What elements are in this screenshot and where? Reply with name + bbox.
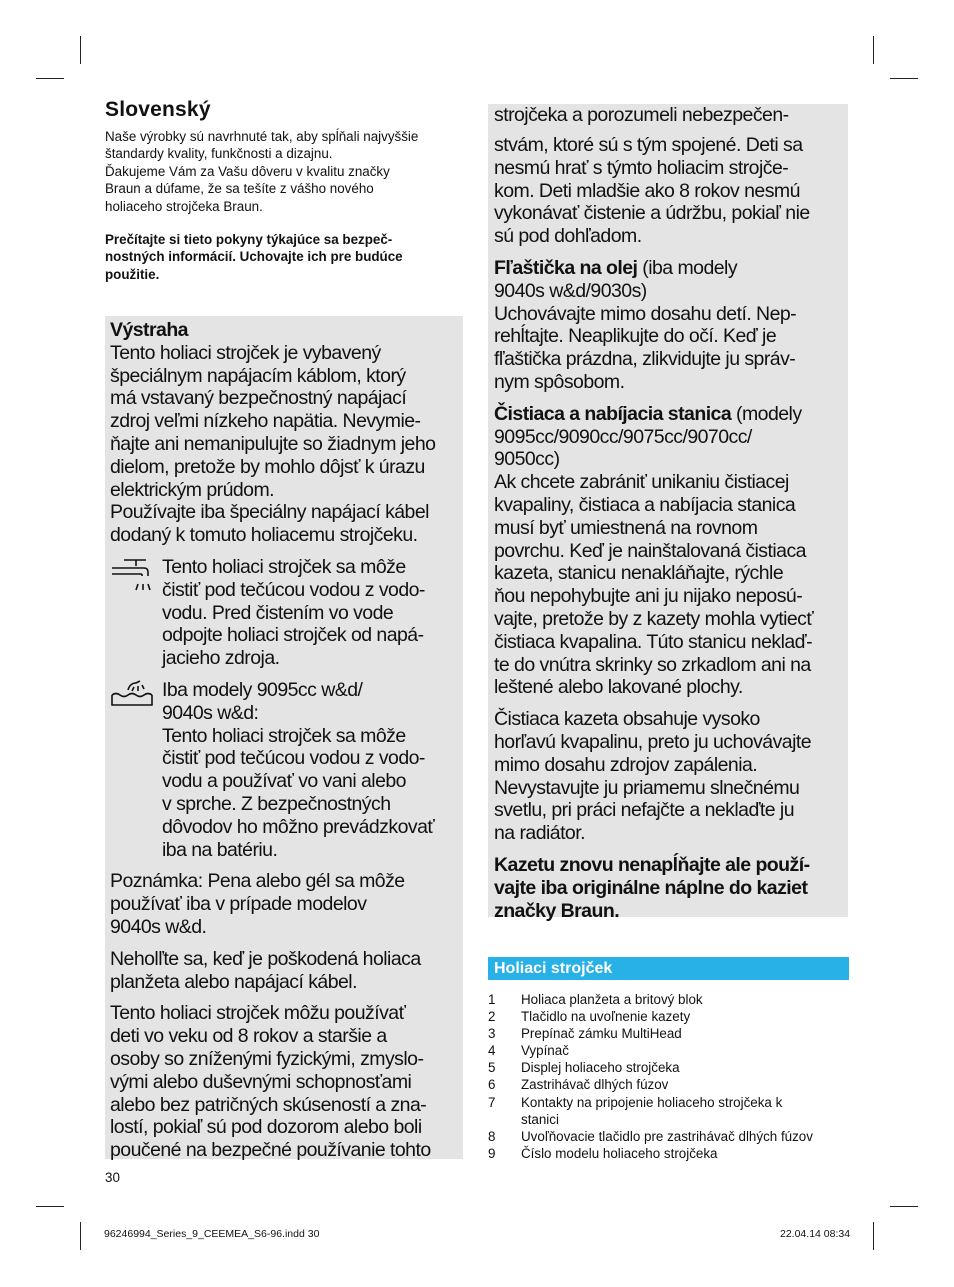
crop-mark <box>890 1206 918 1207</box>
section-heading-shaver: Holiaci strojček <box>488 957 849 980</box>
list-item: stanici <box>521 1111 559 1127</box>
list-item: 4 Vypínač <box>488 1043 569 1059</box>
cartridge-section: Čistiaca kazeta obsahuje vysoko horľavú kvapalinu, preto ju uchovávajte mimo dosahu zdrojov zapálenia. Nevystavujte ju priamemu slnečnému svetlu, pri práci nefajčte a neklaďte ju na radiátor. <box>494 708 812 845</box>
list-item: 7 Kontakty na pripojenie holiaceho strojčeka k <box>488 1094 783 1110</box>
list-item: 9 Číslo modelu holiaceho strojčeka <box>488 1145 718 1161</box>
foam-note: Poznámka: Pena alebo gél sa môže používať iba v prípade modelov 9040s w&d. <box>110 870 405 938</box>
warning-box <box>105 316 463 1162</box>
crop-mark <box>36 1206 64 1207</box>
intro-column <box>105 98 463 283</box>
crop-mark <box>873 36 874 64</box>
tap-water-icon <box>110 558 154 598</box>
language-heading: Slovenský <box>105 98 211 121</box>
footer-file-info: 96246994_Series_9_CEEMEA_S6-96.indd 30 <box>104 1228 320 1240</box>
bath-shower-icon <box>110 677 154 711</box>
oil-heading: Fľaštička na olej <box>494 256 638 279</box>
intro-text: Naše výrobky sú navrhnuté tak, aby spĺňali najvyššie štandardy kvality, funkčnosti a dizajnu. Ďakujeme Vám za Vašu dôveru v kvalitu značky Braun a dúfame, že sa tešíte z vášho nového holiaceho strojčeka Braun. <box>105 129 419 214</box>
crop-mark <box>80 36 81 64</box>
list-item: 2 Tlačidlo na uvoľnenie kazety <box>488 1009 691 1025</box>
list-item: 3 Prepínač zámku MultiHead <box>488 1026 682 1042</box>
oil-bottle-section: Fľaštička na olej (iba modely 9040s w&d/9030s) Uchovávajte mimo dosahu detí. Nep- rehĺtajte. Neaplikujte do očí. Keď je fľaštička prázdna, zlikvidujte ju správ- nym spôsobom. <box>494 256 797 393</box>
station-section: Čistiaca a nabíjacia stanica (modely 9095cc/9090cc/9075cc/9070cc/ 9050cc) Ak chcete zabrániť unikaniu čistiacej kvapaliny, čistiaca a nabíjacia stanica musí byť umiestnená na rovnom povrchu. Keď je nainštalovaná čistiaca kazeta, stanicu nenakláňajte, rýchle ňou nepohybujte ani ju nijako neposú- vajte, pretože by z kazety mohla vytiecť čistiaca kvapalina. Túto stanicu neklaď- te do vnútra skrinky so zrkadlom ani na leštené alebo lakované plochy. <box>494 402 814 699</box>
children-note: Tento holiaci strojček môžu používať deti vo veku od 8 rokov a staršie a osoby so zníženými fyzickými, zmyslo- vými alebo duševnými schopnosťami alebo bez patričných skúseností a zna- lostí, pokiaľ sú pod dozorom alebo boli poučené na bezpečné používanie tohto <box>110 1002 431 1162</box>
parts-list <box>488 991 858 1162</box>
page-number: 30 <box>105 1170 120 1185</box>
list-item: 8 Uvoľňovacie tlačidlo pre zastrihávač dlhých fúzov <box>488 1128 813 1144</box>
crop-mark <box>36 78 64 79</box>
children-continued: stvám, ktoré sú s tým spojené. Deti sa nesmú hrať s týmto holiacim strojče- kom. Deti mladšie ako 8 rokov nesmú vykonávať čistenie a údržbu, pokiaľ nie sú pod dohľadom. <box>494 134 810 248</box>
list-item: 1 Holiaca planžeta a britový blok <box>488 992 703 1007</box>
tap-warning-text: Tento holiaci strojček sa môže čistiť pod tečúcou vodou z vodo- vodu. Pred čistením vo vode odpojte holiaci strojček od napá- jacieho zdroja. <box>162 555 425 670</box>
warning-paragraph: Tento holiaci strojček je vybavený špeciálnym napájacím káblom, ktorý má vstavaný bezpečnostný napájací zdroj veľmi nízkeho napätia. Nevymie- ňajte ani nemanipulujte so žiadnym jeho dielom, pretože by mohlo dôjsť k úrazu elektrickým prúdom. Používajte iba špeciálny napájací kábel dodaný k tomuto holiacemu strojčeku. <box>110 341 436 547</box>
station-heading: Čistiaca a nabíjacia stanica <box>494 402 732 425</box>
crop-mark <box>873 1222 874 1250</box>
crop-mark <box>80 1222 81 1250</box>
bath-warning-row <box>110 679 463 861</box>
list-item: 5 Displej holiaceho strojčeka <box>488 1060 680 1076</box>
damage-note: Neholľte sa, keď je poškodená holiaca planžeta alebo napájací kábel. <box>110 947 421 993</box>
crop-mark <box>890 78 918 79</box>
list-item: 6 Zastrihávač dlhých fúzov <box>488 1077 669 1093</box>
footer-date: 22.04.14 08:34 <box>780 1228 851 1240</box>
warning-heading: Výstraha <box>110 319 188 341</box>
continued-line: strojčeka a porozumeli nebezpečen- <box>494 104 789 126</box>
bath-warning-text: Iba modely 9095cc w&d/ 9040s w&d: Tento holiaci strojček sa môže čistiť pod tečúcou vodou z vodo- vodu a používať vo vani alebo v sprche. Z bezpečnostných dôvodov ho môžno prevádzkovať iba na batériu. <box>162 678 435 861</box>
intro-bold-text: Prečítajte si tieto pokyny týkajúce sa bezpeč- nostných informácií. Uchovajte ich pre budúce použitie. <box>105 232 403 282</box>
refill-warning: Kazetu znovu nenapĺňajte ale použí- vajte iba originálne náplne do kaziet značky Braun. <box>494 853 810 922</box>
tap-warning-row <box>110 556 463 670</box>
safety-box-continued <box>488 104 848 922</box>
